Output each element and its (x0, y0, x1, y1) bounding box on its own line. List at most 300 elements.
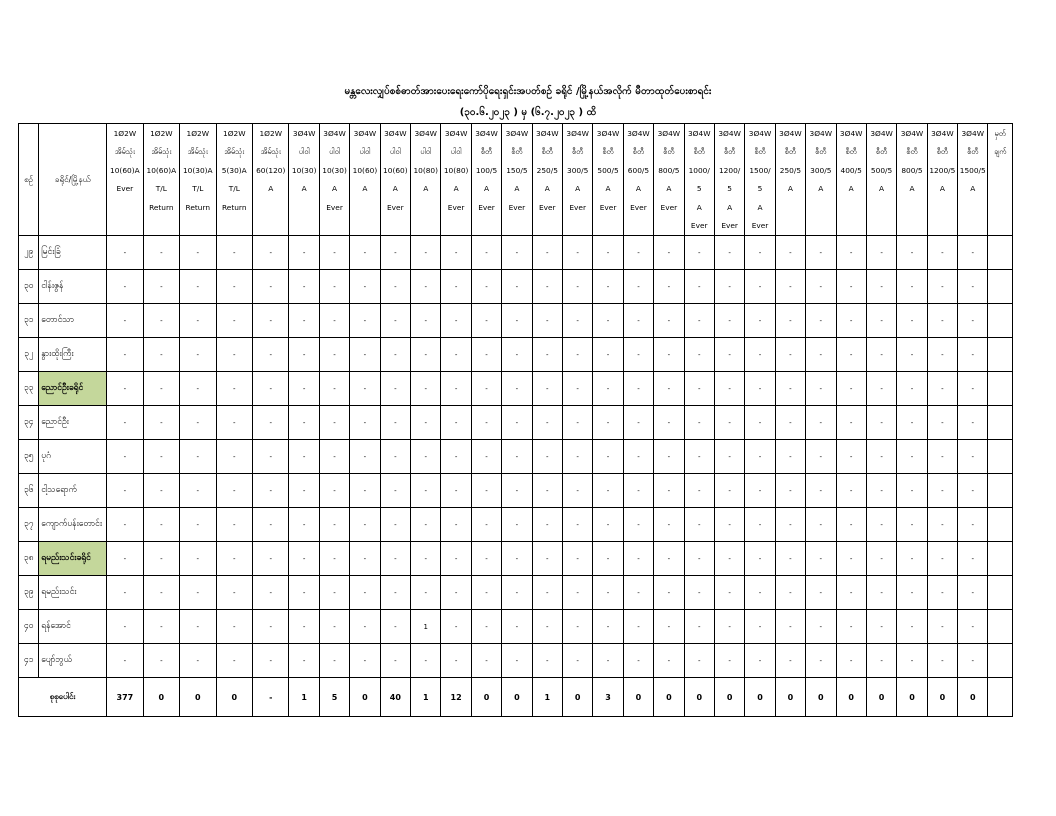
table-cell: - (471, 508, 501, 542)
table-cell: - (532, 542, 562, 576)
table-cell: - (927, 270, 957, 304)
table-cell: - (775, 508, 805, 542)
table-row (19, 236, 1013, 270)
table-cell: - (441, 236, 471, 270)
table-cell: - (502, 338, 532, 372)
table-cell: - (562, 372, 592, 406)
table-cell: - (927, 610, 957, 644)
table-cell: - (958, 576, 988, 610)
header-col-line: စီတီ (875, 147, 888, 157)
header-col-line: စီတီ (511, 147, 523, 157)
total-cell: 0 (143, 678, 179, 717)
header-col-line: 1500/ (749, 165, 771, 175)
table-cell: - (319, 338, 349, 372)
table-cell: - (107, 304, 143, 338)
table-cell: - (897, 338, 927, 372)
table-cell: - (471, 610, 501, 644)
table-cell: - (806, 406, 836, 440)
table-cell: - (319, 644, 349, 678)
table-cell: - (411, 236, 441, 270)
table-cell: - (897, 474, 927, 508)
table-cell: - (350, 576, 380, 610)
table-cell: - (441, 508, 471, 542)
header-col-line: 250/5 (779, 165, 802, 175)
table-cell: - (532, 440, 562, 474)
total-cell: 0 (866, 678, 896, 717)
table-cell: - (927, 508, 957, 542)
table-cell: - (289, 236, 319, 270)
header-col-line: 1Ø2W (113, 129, 137, 138)
header-col-18 (654, 124, 684, 236)
total-cell: 0 (216, 678, 252, 717)
table-cell: - (654, 406, 684, 440)
report-date-range: (၃၀.၆.၂၀၂၃ ) မှ (၆.၇.၂၀၂၃ ) ထိ (459, 107, 597, 118)
table-cell: - (654, 236, 684, 270)
header-col-line: 10(60)A (110, 165, 140, 175)
table-cell: - (684, 270, 714, 304)
total-cell: 0 (350, 678, 380, 717)
table-cell: - (216, 542, 252, 576)
header-col-line: Ever (387, 202, 404, 212)
table-cell: - (866, 304, 896, 338)
total-cell: 0 (836, 678, 866, 717)
table-cell: - (562, 338, 592, 372)
table-cell: - (532, 270, 562, 304)
header-col-line: A (544, 184, 550, 194)
header-col-line: 1500/5 (959, 165, 986, 175)
table-cell: - (107, 474, 143, 508)
table-cell: - (350, 338, 380, 372)
table-cell: - (958, 304, 988, 338)
table-cell: - (143, 440, 179, 474)
header-col-line: 3Ø4W (596, 129, 620, 138)
table-cell: - (806, 542, 836, 576)
table-cell: - (684, 644, 714, 678)
table-cell: - (593, 338, 623, 372)
table-cell: - (441, 474, 471, 508)
table-cell: - (927, 236, 957, 270)
total-cell: 0 (562, 678, 592, 717)
header-col-line: Ever (751, 221, 769, 231)
table-cell: - (623, 406, 653, 440)
table-cell: - (350, 644, 380, 678)
table-cell: - (836, 610, 866, 644)
table-cell: - (411, 406, 441, 440)
table-cell (988, 338, 1013, 372)
table-cell: - (927, 576, 957, 610)
table-cell: - (350, 542, 380, 576)
table-cell: - (958, 372, 988, 406)
header-col-line: A (605, 184, 611, 194)
table-cell: - (714, 576, 744, 610)
header-col-line: A (635, 184, 641, 194)
table-cell: - (253, 644, 289, 678)
table-cell: - (319, 270, 349, 304)
table-cell: - (471, 406, 501, 440)
township-name: ညောင်ဦး (39, 406, 107, 440)
table-cell: - (593, 270, 623, 304)
table-cell: - (471, 644, 501, 678)
table-cell: - (958, 270, 988, 304)
table-cell: - (593, 236, 623, 270)
total-cell: 0 (897, 678, 927, 717)
table-cell: - (897, 304, 927, 338)
header-col-line: Ever (690, 221, 708, 231)
table-cell: - (714, 406, 744, 440)
table-cell: - (319, 542, 349, 576)
table-cell: - (180, 372, 216, 406)
table-cell: - (441, 304, 471, 338)
total-cell: 0 (958, 678, 988, 717)
table-row (19, 406, 1013, 440)
header-col-line: စီတီ (754, 147, 766, 157)
table-cell: - (502, 372, 532, 406)
table-cell: - (411, 270, 441, 304)
header-col-line: 3Ø4W (748, 129, 772, 138)
header-col-line: ပါဝါ (389, 147, 401, 157)
header-col-16 (593, 124, 623, 236)
table-cell: - (623, 508, 653, 542)
table-cell: - (411, 644, 441, 678)
table-cell: - (654, 474, 684, 508)
table-cell: - (143, 338, 179, 372)
header-col-line: မှတ် (994, 129, 1006, 138)
total-cell (988, 678, 1013, 717)
table-cell: - (775, 338, 805, 372)
table-cell: - (714, 610, 744, 644)
header-col-25 (866, 124, 896, 236)
table-cell: - (866, 508, 896, 542)
table-cell: - (836, 236, 866, 270)
table-cell: - (927, 440, 957, 474)
table-cell: - (593, 372, 623, 406)
table-cell (988, 542, 1013, 576)
table-cell: - (411, 440, 441, 474)
header-col-line: Return (149, 202, 174, 212)
table-cell: - (745, 474, 775, 508)
header-col-line: 10(60) (352, 165, 378, 175)
table-cell: - (775, 236, 805, 270)
table-cell: - (107, 270, 143, 304)
header-col-line: 3Ø4W (323, 129, 346, 138)
table-cell: - (927, 406, 957, 440)
table-cell: - (216, 372, 252, 406)
table-cell: - (836, 304, 866, 338)
table-cell: - (180, 270, 216, 304)
table-cell: - (253, 440, 289, 474)
table-cell: - (350, 406, 380, 440)
header-col-line: 10(80) (443, 165, 469, 175)
total-cell: 3 (593, 678, 623, 717)
table-cell: - (897, 508, 927, 542)
table-cell: - (107, 508, 143, 542)
table-cell: - (866, 576, 896, 610)
table-cell: - (319, 440, 349, 474)
header-col-line: Ever (116, 184, 134, 194)
table-cell: - (806, 440, 836, 474)
header-col-line: 3Ø4W (718, 129, 741, 138)
table-cell: - (654, 508, 684, 542)
table-cell: - (471, 542, 501, 576)
header-col-line: 10(60)A (146, 165, 177, 175)
township-name: ရန်အောင် (39, 610, 107, 644)
table-cell: - (927, 372, 957, 406)
table-cell: - (806, 270, 836, 304)
table-cell: - (836, 542, 866, 576)
table-cell: - (836, 644, 866, 678)
table-cell: - (714, 474, 744, 508)
table-cell: - (380, 610, 410, 644)
table-cell (988, 576, 1013, 610)
table-cell: - (107, 338, 143, 372)
table-cell: - (216, 304, 252, 338)
header-col-line: 1Ø2W (259, 129, 282, 138)
header-col-line: ပါဝါ (450, 147, 462, 157)
header-col-14 (532, 124, 562, 236)
table-cell: - (380, 542, 410, 576)
table-cell: - (684, 576, 714, 610)
total-cell: 0 (806, 678, 836, 717)
header-col-line: 10(60) (383, 165, 408, 175)
header-col-19 (684, 124, 714, 236)
table-cell: - (350, 508, 380, 542)
header-col-line: ပါဝါ (329, 147, 341, 157)
header-col-line: 3Ø4W (353, 129, 377, 138)
table-cell: - (623, 610, 653, 644)
table-cell: - (441, 576, 471, 610)
header-col-line: စီတီ (967, 147, 979, 157)
table-cell: - (107, 372, 143, 406)
table-cell: - (623, 236, 653, 270)
total-label: စုစုပေါင်း (19, 678, 107, 717)
table-cell: - (471, 372, 501, 406)
table-cell: - (107, 610, 143, 644)
header-col-line: A (939, 184, 945, 194)
total-cell: 0 (745, 678, 775, 717)
table-cell: - (745, 644, 775, 678)
table-cell: - (441, 372, 471, 406)
header-col-line: A (301, 184, 307, 194)
table-cell: - (958, 338, 988, 372)
table-cell: - (350, 270, 380, 304)
table-cell: - (411, 372, 441, 406)
table-cell (988, 406, 1013, 440)
header-col-line: T/L (228, 184, 240, 194)
table-row (19, 372, 1013, 406)
header-col-21 (745, 124, 775, 236)
table-cell: - (562, 236, 592, 270)
table-cell: - (253, 236, 289, 270)
header-col-line: 3Ø4W (566, 129, 589, 138)
table-cell: - (745, 576, 775, 610)
total-cell: 12 (441, 678, 471, 717)
table-cell: - (180, 644, 216, 678)
header-col-line: 800/5 (658, 165, 680, 175)
table-cell: - (654, 440, 684, 474)
header-serial: စဉ် (19, 124, 39, 236)
row-serial: ၂၉ (19, 236, 39, 270)
header-col-line: A (362, 184, 368, 194)
header-col-line: 1000/ (688, 165, 710, 175)
meter-report-table (18, 123, 1013, 717)
header-col-line: 3Ø4W (961, 129, 985, 138)
table-cell: - (745, 338, 775, 372)
header-col-line: စီတီ (693, 147, 705, 157)
table-cell: - (745, 372, 775, 406)
total-cell: 0 (623, 678, 653, 717)
table-cell: - (775, 576, 805, 610)
table-cell: - (866, 372, 896, 406)
table-cell: - (143, 474, 179, 508)
table-cell: - (319, 610, 349, 644)
table-cell: - (350, 440, 380, 474)
table-cell: - (502, 236, 532, 270)
header-col-line: Ever (538, 202, 556, 212)
township-name: နွားထိုးကြီး (39, 338, 107, 372)
table-cell: - (654, 576, 684, 610)
table-cell: - (866, 474, 896, 508)
table-cell: - (897, 576, 927, 610)
table-row (19, 474, 1013, 508)
total-cell: 0 (714, 678, 744, 717)
table-cell: - (836, 474, 866, 508)
header-col-2 (143, 124, 179, 236)
table-cell: - (562, 270, 592, 304)
header-col-line: A (268, 184, 274, 194)
table-cell: - (216, 440, 252, 474)
table-cell: - (806, 508, 836, 542)
table-cell: - (897, 270, 927, 304)
table-cell: - (471, 474, 501, 508)
header-col-line: 5 (757, 184, 763, 194)
row-serial: ၃၇ (19, 508, 39, 542)
table-cell (988, 270, 1013, 304)
table-cell: - (253, 576, 289, 610)
table-cell: - (380, 474, 410, 508)
table-cell: - (775, 406, 805, 440)
total-cell: 5 (319, 678, 349, 717)
table-cell: - (562, 304, 592, 338)
table-cell: - (897, 610, 927, 644)
row-serial: ၃၂ (19, 338, 39, 372)
table-cell: - (471, 576, 501, 610)
table-cell: - (623, 304, 653, 338)
table-cell: - (532, 508, 562, 542)
table-cell: - (143, 644, 179, 678)
table-cell: - (532, 406, 562, 440)
table-cell: - (289, 542, 319, 576)
table-cell: - (289, 644, 319, 678)
table-cell: - (958, 644, 988, 678)
header-col-line: 3Ø4W (657, 129, 681, 138)
header-col-line: ပါဝါ (298, 147, 310, 157)
table-cell: - (216, 406, 252, 440)
header-col-line: စီတီ (906, 147, 918, 157)
table-cell: - (350, 610, 380, 644)
table-cell: - (684, 372, 714, 406)
table-cell: - (441, 542, 471, 576)
header-col-line: A (423, 184, 429, 194)
total-cell: 1 (289, 678, 319, 717)
table-cell: - (836, 576, 866, 610)
table-cell: - (411, 304, 441, 338)
table-cell: - (253, 304, 289, 338)
header-col-line: 3Ø4W (627, 129, 650, 138)
table-cell: - (836, 338, 866, 372)
table-cell: - (411, 338, 441, 372)
table-cell: - (532, 372, 562, 406)
header-col-line: 3Ø4W (900, 129, 924, 138)
table-cell: - (684, 338, 714, 372)
table-cell (988, 372, 1013, 406)
header-col-23 (806, 124, 836, 236)
table-cell: - (745, 270, 775, 304)
table-cell: - (216, 474, 252, 508)
table-cell: - (107, 406, 143, 440)
table-cell: - (714, 236, 744, 270)
table-cell: - (107, 576, 143, 610)
table-cell: - (380, 576, 410, 610)
table-cell: - (441, 406, 471, 440)
table-cell: - (180, 406, 216, 440)
header-col-line: A (696, 202, 702, 212)
table-cell: - (441, 610, 471, 644)
header-col-20 (714, 124, 744, 236)
table-cell: - (714, 440, 744, 474)
table-cell: - (253, 270, 289, 304)
table-cell: - (289, 576, 319, 610)
header-col-15 (562, 124, 592, 236)
header-col-line: 3Ø4W (931, 129, 954, 138)
row-serial: ၃၆ (19, 474, 39, 508)
table-cell: - (350, 474, 380, 508)
table-row (19, 270, 1013, 304)
table-cell: - (107, 236, 143, 270)
table-cell: - (143, 372, 179, 406)
table-cell: - (471, 338, 501, 372)
header-col-line: A (666, 184, 672, 194)
table-cell (988, 508, 1013, 542)
header-col-line: စီတီ (815, 147, 827, 157)
table-cell: - (775, 474, 805, 508)
header-col-line: 5 (696, 184, 702, 194)
table-cell: - (319, 236, 349, 270)
header-col-line: 3Ø4W (505, 129, 529, 138)
header-col-line: 150/5 (506, 165, 528, 175)
table-cell: - (623, 576, 653, 610)
table-cell: - (958, 542, 988, 576)
table-cell: - (775, 610, 805, 644)
header-col-line: A (453, 184, 459, 194)
table-cell: - (562, 576, 592, 610)
table-cell: - (216, 576, 252, 610)
table-cell: - (927, 542, 957, 576)
table-cell: - (441, 644, 471, 678)
header-col-line: 1Ø2W (223, 129, 246, 138)
header-col-line: A (514, 184, 520, 194)
table-cell: - (714, 508, 744, 542)
header-col-line: ပါဝါ (420, 147, 432, 157)
table-cell: - (562, 440, 592, 474)
table-cell: - (866, 610, 896, 644)
township-name: တောင်သာ (39, 304, 107, 338)
header-col-line: စီတီ (572, 147, 584, 157)
table-cell: - (806, 576, 836, 610)
total-cell: 0 (471, 678, 501, 717)
table-cell: - (502, 644, 532, 678)
header-col-line: A (575, 184, 581, 194)
table-cell: - (593, 542, 623, 576)
